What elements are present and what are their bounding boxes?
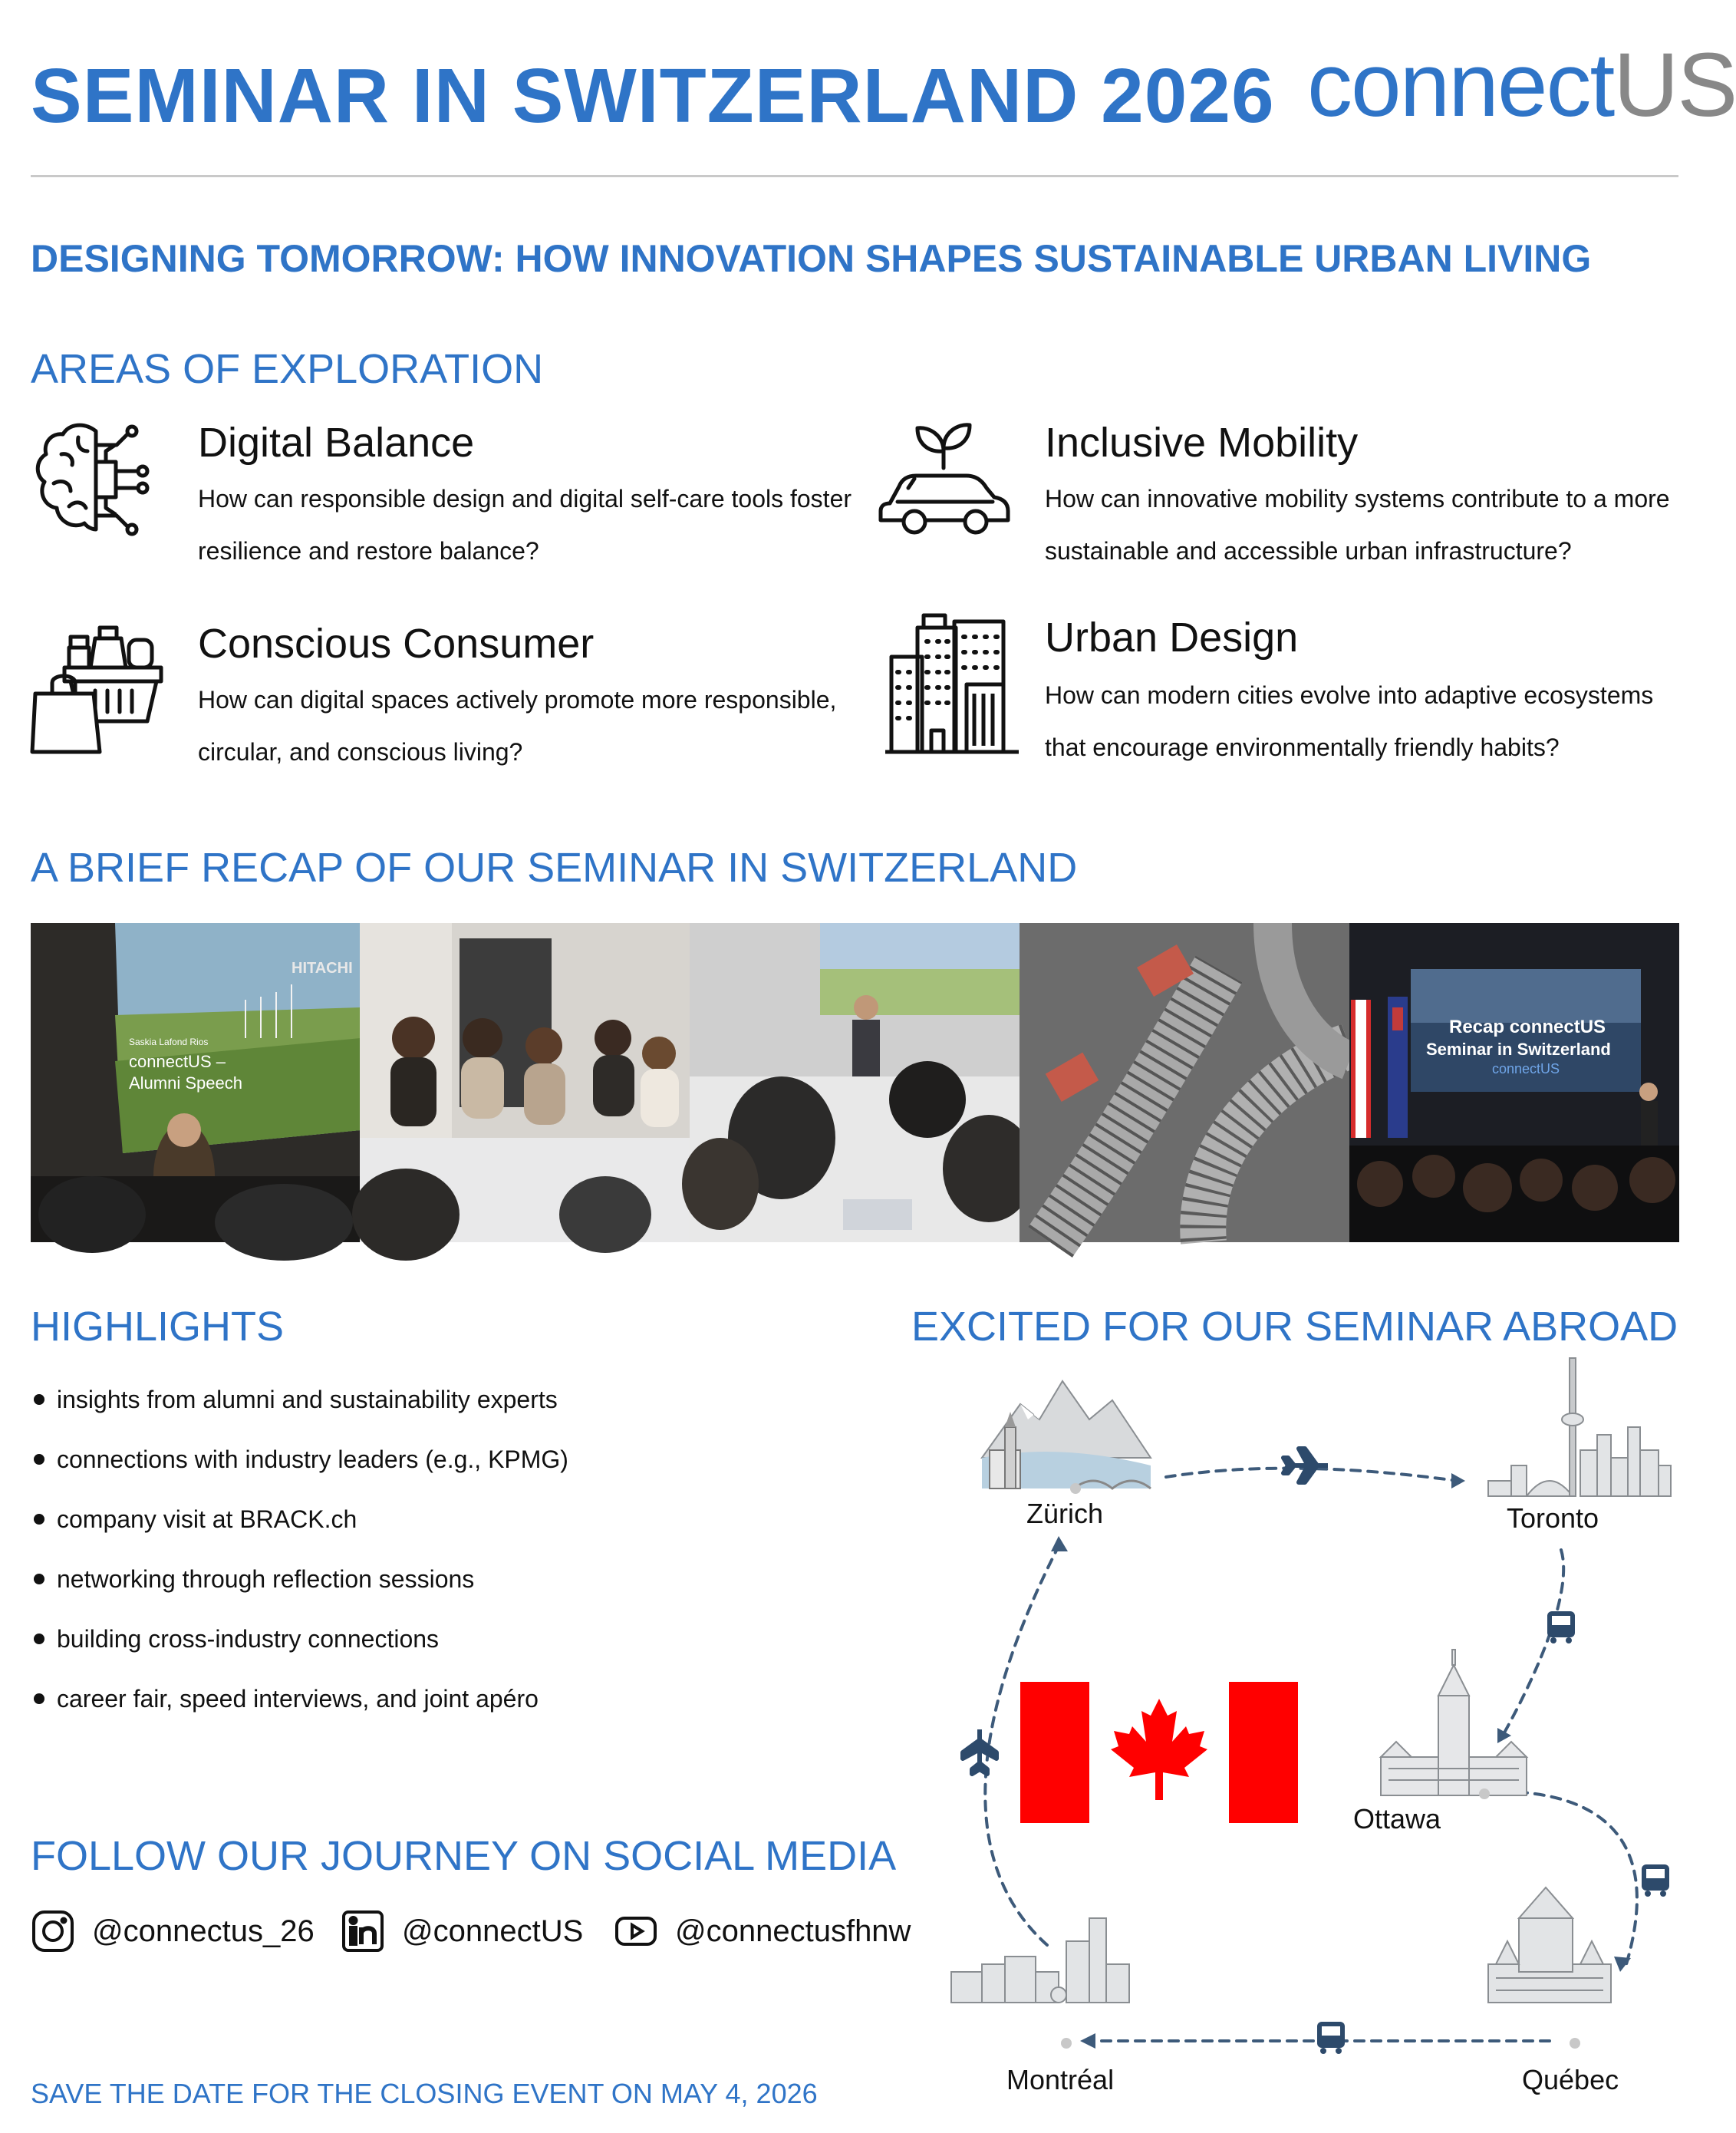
social-youtube[interactable]: [614, 1909, 911, 1953]
connectus-logo[interactable]: [1307, 35, 1736, 136]
instagram-handle[interactable]: @connectus_26: [92, 1914, 315, 1948]
city-label-montreal: Montréal: [1006, 2064, 1115, 2095]
recap-slide-line2: Seminar in Switzerland: [1426, 1040, 1611, 1059]
area-text-digital-balance: How can responsible design and digital self-care tools foster resilience and restore balance?: [198, 485, 852, 565]
bus-icon: [1317, 2022, 1345, 2054]
bullet-icon: [34, 1394, 44, 1405]
zurich-skyline-illustration: [982, 1381, 1151, 1488]
students-group-photo: [360, 923, 690, 1242]
hitachi-text: HITACHI: [292, 960, 353, 977]
area-text-urban-design: How can modern cities evolve into adaptive ecosystems that encourage environmentally friendly habits?: [1045, 681, 1654, 761]
recap-slide-line1: Recap connectUS: [1449, 1017, 1606, 1037]
social-instagram[interactable]: [31, 1909, 315, 1953]
highlight-text: career fair, speed interviews, and joint apéro: [57, 1685, 539, 1713]
conveyor-warehouse-photo: [1020, 923, 1349, 1242]
montreal-skyline-illustration: [951, 1918, 1129, 2003]
logo-part-connect: connect: [1307, 35, 1614, 136]
area-title-inclusive-mobility: Inclusive Mobility: [1045, 420, 1359, 466]
bullet-icon: [34, 1514, 44, 1525]
youtube-icon: [614, 1909, 658, 1953]
highlight-text: company visit at BRACK.ch: [57, 1505, 357, 1533]
highlights-list: [31, 1381, 568, 1740]
areas-heading: AREAS OF EXPLORATION: [31, 346, 544, 392]
canada-flag: [1020, 1682, 1298, 1823]
seminar-subtitle: DESIGNING TOMORROW: HOW INNOVATION SHAPES SUSTAINABLE URBAN LIVING: [31, 237, 1592, 280]
city-dot: [1061, 2038, 1072, 2049]
recap-event-photo: [1349, 923, 1678, 1242]
bullet-icon: [34, 1574, 44, 1584]
recap-photo-strip: [31, 923, 1678, 1242]
social-linkedin[interactable]: [341, 1909, 583, 1953]
city-label-zurich: Zürich: [1026, 1498, 1104, 1529]
logo-part-us: US: [1613, 35, 1736, 136]
slide-subtitle-text: Alumni Speech: [129, 1073, 242, 1093]
ottawa-parliament-illustration: [1381, 1650, 1527, 1795]
list-item: [31, 1381, 568, 1441]
plane-icon: [1283, 1449, 1328, 1482]
journey-map: [905, 1358, 1695, 2125]
city-dot: [1070, 1483, 1081, 1494]
highlight-text: networking through reflection sessions: [57, 1565, 475, 1593]
slide-title-text: connectUS –: [129, 1052, 226, 1071]
highlight-text: building cross-industry connections: [57, 1625, 440, 1653]
journey-heading: EXCITED FOR OUR SEMINAR ABROAD: [911, 1304, 1678, 1350]
recap-heading: A BRIEF RECAP OF OUR SEMINAR IN SWITZERLAND: [31, 845, 1078, 891]
bullet-icon: [34, 1634, 44, 1644]
area-text-conscious-consumer: How can digital spaces actively promote more responsible, circular, and conscious living?: [198, 686, 837, 766]
highlight-text: insights from alumni and sustainability experts: [57, 1386, 558, 1413]
save-the-date: SAVE THE DATE FOR THE CLOSING EVENT ON MAY 4, 2026: [31, 2078, 818, 2109]
list-item: [31, 1680, 568, 1740]
city-label-quebec: Québec: [1522, 2064, 1619, 2095]
bus-icon: [1642, 1864, 1669, 1897]
eco-car-icon: [875, 420, 1013, 543]
city-buildings-icon: [884, 611, 1022, 757]
classroom-presentation-photo: [690, 923, 1020, 1242]
highlight-text: connections with industry leaders (e.g., KPMG): [57, 1446, 568, 1473]
area-text-inclusive-mobility: How can innovative mobility systems contribute to a more sustainable and accessible urban infrastructure?: [1045, 485, 1670, 565]
city-label-ottawa: Ottawa: [1353, 1803, 1441, 1835]
bullet-icon: [34, 1693, 44, 1704]
city-dot: [1570, 2038, 1580, 2049]
area-title-urban-design: Urban Design: [1045, 615, 1299, 661]
toronto-skyline-illustration: [1488, 1358, 1671, 1496]
speaker-name-text: Saskia Lafond Rios: [129, 1037, 209, 1047]
city-label-toronto: Toronto: [1507, 1502, 1599, 1534]
quebec-chateau-illustration: [1488, 1887, 1611, 2003]
highlights-heading: HIGHLIGHTS: [31, 1304, 285, 1350]
list-item: [31, 1561, 568, 1620]
list-item: [31, 1441, 568, 1501]
page-title: SEMINAR IN SWITZERLAND 2026: [31, 53, 1275, 139]
brain-circuit-icon: [31, 414, 161, 545]
shopping-basket-icon: [31, 620, 169, 758]
bullet-icon: [34, 1454, 44, 1465]
youtube-handle[interactable]: @connectusfhnw: [675, 1914, 911, 1948]
instagram-icon: [31, 1909, 75, 1953]
city-dot: [1479, 1788, 1490, 1799]
recap-slide-logo: connectUS: [1492, 1061, 1560, 1076]
linkedin-handle[interactable]: @connectUS: [402, 1914, 584, 1948]
area-title-conscious-consumer: Conscious Consumer: [198, 621, 595, 667]
linkedin-icon: [341, 1909, 385, 1953]
alumni-speech-photo: [31, 923, 360, 1242]
bus-icon: [1547, 1611, 1575, 1643]
list-item: [31, 1620, 568, 1680]
list-item: [31, 1501, 568, 1561]
social-heading: FOLLOW OUR JOURNEY ON SOCIAL MEDIA: [31, 1833, 897, 1879]
header-divider: [31, 175, 1678, 177]
area-title-digital-balance: Digital Balance: [198, 420, 475, 466]
